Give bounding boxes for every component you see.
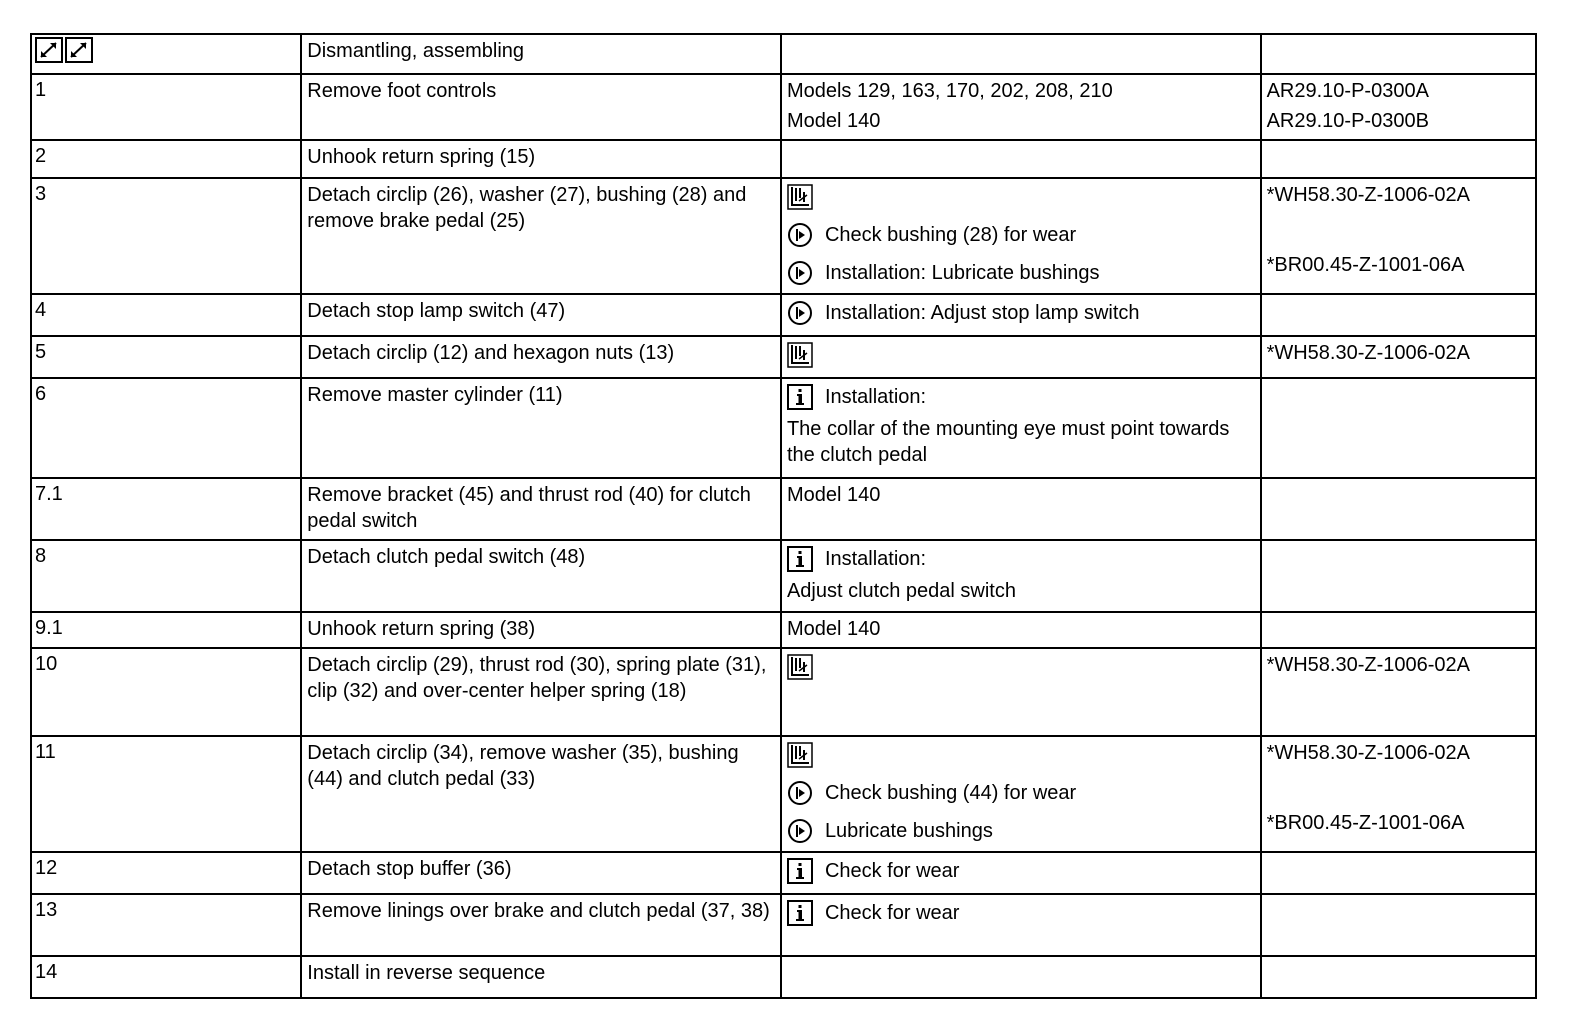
table-row bbox=[31, 736, 1536, 852]
step-action: Remove master cylinder (11) bbox=[301, 378, 781, 478]
info-icon bbox=[787, 858, 813, 884]
header-empty-cell bbox=[781, 34, 1261, 74]
step-action: Detach clutch pedal switch (48) bbox=[301, 540, 781, 612]
check-icon[interactable] bbox=[787, 260, 813, 286]
note-line bbox=[787, 652, 1255, 682]
reference-link[interactable]: AR29.10-P-0300A bbox=[1266, 80, 1429, 102]
step-number: 9.1 bbox=[31, 612, 301, 648]
step-notes bbox=[781, 294, 1261, 336]
step-number: 4 bbox=[31, 294, 301, 336]
step-notes bbox=[781, 648, 1261, 736]
step-action: Remove bracket (45) and thrust rod (40) for clutch pedal switch bbox=[301, 478, 781, 540]
step-references bbox=[1261, 294, 1536, 336]
step-notes bbox=[781, 140, 1261, 178]
header-row bbox=[31, 34, 1536, 74]
note-text: Check for wear bbox=[824, 860, 960, 882]
step-notes bbox=[781, 540, 1261, 612]
note-text: The collar of the mounting eye must point towards the clutch pedal bbox=[786, 418, 1230, 466]
table-row bbox=[31, 478, 1536, 540]
tool-icon[interactable] bbox=[787, 654, 813, 680]
step-number: 13 bbox=[31, 894, 301, 956]
step-number: 1 bbox=[31, 74, 301, 140]
step-references bbox=[1261, 894, 1536, 956]
note-text: Check bushing (44) for wear bbox=[824, 782, 1077, 804]
info-icon bbox=[787, 546, 813, 572]
note-text: Check bushing (28) for wear bbox=[824, 224, 1077, 246]
step-notes bbox=[781, 178, 1261, 294]
step-references bbox=[1261, 140, 1536, 178]
note-text: Installation: Adjust stop lamp switch bbox=[824, 302, 1140, 324]
table-row bbox=[31, 140, 1536, 178]
note-text: Adjust clutch pedal switch bbox=[786, 580, 1016, 602]
table-row bbox=[31, 612, 1536, 648]
note-line bbox=[787, 182, 1255, 212]
step-notes bbox=[781, 956, 1261, 998]
header-icons-cell bbox=[31, 34, 301, 74]
table-row bbox=[31, 74, 1536, 140]
reference-link[interactable]: *BR00.45-Z-1001-06A bbox=[1266, 812, 1465, 834]
step-references bbox=[1261, 336, 1536, 378]
step-references bbox=[1261, 378, 1536, 478]
reference-link[interactable]: *WH58.30-Z-1006-02A bbox=[1266, 342, 1471, 364]
tool-icon[interactable] bbox=[787, 342, 813, 368]
step-references bbox=[1261, 74, 1536, 140]
table-row bbox=[31, 956, 1536, 998]
step-references bbox=[1261, 178, 1536, 294]
note-line bbox=[787, 544, 1255, 574]
step-number: 6 bbox=[31, 378, 301, 478]
note-text: Installation: bbox=[824, 548, 927, 570]
step-notes bbox=[781, 478, 1261, 540]
procedure-table bbox=[30, 33, 1537, 999]
note-text: Model 140 bbox=[786, 484, 881, 506]
check-icon[interactable] bbox=[787, 300, 813, 326]
tool-icon[interactable] bbox=[787, 742, 813, 768]
step-notes bbox=[781, 894, 1261, 956]
step-action: Detach circlip (12) and hexagon nuts (13) bbox=[301, 336, 781, 378]
step-action: Detach stop buffer (36) bbox=[301, 852, 781, 894]
header-empty-cell bbox=[1261, 34, 1536, 74]
step-action: Install in reverse sequence bbox=[301, 956, 781, 998]
table-row bbox=[31, 894, 1536, 956]
info-icon bbox=[787, 900, 813, 926]
note-line bbox=[787, 898, 1255, 928]
note-line bbox=[787, 816, 1255, 846]
step-references bbox=[1261, 956, 1536, 998]
step-notes bbox=[781, 736, 1261, 852]
note-line bbox=[787, 740, 1255, 770]
step-number: 5 bbox=[31, 336, 301, 378]
step-notes bbox=[781, 336, 1261, 378]
note-text: Model 140 bbox=[786, 110, 881, 132]
reference-link[interactable]: AR29.10-P-0300B bbox=[1266, 110, 1429, 132]
table-row bbox=[31, 336, 1536, 378]
step-action: Remove foot controls bbox=[301, 74, 781, 140]
note-text: Installation: bbox=[824, 386, 927, 408]
step-number: 8 bbox=[31, 540, 301, 612]
reference-link[interactable]: *WH58.30-Z-1006-02A bbox=[1266, 184, 1471, 206]
reference-link[interactable]: *WH58.30-Z-1006-02A bbox=[1266, 742, 1471, 764]
step-action: Detach stop lamp switch (47) bbox=[301, 294, 781, 336]
table-row bbox=[31, 852, 1536, 894]
step-action: Remove linings over brake and clutch pedal (37, 38) bbox=[301, 894, 781, 956]
note-line bbox=[787, 298, 1255, 328]
step-references bbox=[1261, 852, 1536, 894]
check-icon[interactable] bbox=[787, 780, 813, 806]
note-text: Models 129, 163, 170, 202, 208, 210 bbox=[786, 80, 1113, 102]
step-number: 14 bbox=[31, 956, 301, 998]
note-line bbox=[787, 856, 1255, 886]
step-references bbox=[1261, 736, 1536, 852]
step-action: Detach circlip (34), remove washer (35), bushing (44) and clutch pedal (33) bbox=[301, 736, 781, 852]
step-notes bbox=[781, 74, 1261, 140]
note-line bbox=[787, 778, 1255, 808]
step-number: 12 bbox=[31, 852, 301, 894]
note-text: Lubricate bushings bbox=[824, 820, 993, 842]
step-action: Detach circlip (26), washer (27), bushing (28) and remove brake pedal (25) bbox=[301, 178, 781, 294]
note-text: Check for wear bbox=[824, 902, 960, 924]
step-number: 10 bbox=[31, 648, 301, 736]
table-row bbox=[31, 178, 1536, 294]
step-references bbox=[1261, 612, 1536, 648]
header-title: Dismantling, assembling bbox=[301, 34, 781, 74]
check-icon[interactable] bbox=[787, 222, 813, 248]
step-notes bbox=[781, 612, 1261, 648]
reference-link[interactable]: *WH58.30-Z-1006-02A bbox=[1266, 654, 1471, 676]
step-references bbox=[1261, 478, 1536, 540]
check-icon[interactable] bbox=[787, 818, 813, 844]
reference-link[interactable]: *BR00.45-Z-1001-06A bbox=[1266, 254, 1465, 276]
tool-icon[interactable] bbox=[787, 184, 813, 210]
note-line bbox=[787, 382, 1255, 412]
table-row bbox=[31, 540, 1536, 612]
note-text: Model 140 bbox=[786, 618, 881, 640]
step-references bbox=[1261, 648, 1536, 736]
step-notes bbox=[781, 378, 1261, 478]
info-icon bbox=[787, 384, 813, 410]
step-number: 2 bbox=[31, 140, 301, 178]
step-notes bbox=[781, 852, 1261, 894]
table-row bbox=[31, 294, 1536, 336]
note-line bbox=[787, 340, 1255, 370]
table-row bbox=[31, 378, 1536, 478]
note-line bbox=[787, 258, 1255, 288]
step-number: 7.1 bbox=[31, 478, 301, 540]
step-number: 3 bbox=[31, 178, 301, 294]
step-action: Detach circlip (29), thrust rod (30), spring plate (31), clip (32) and over-center helper spring (18) bbox=[301, 648, 781, 736]
note-text: Installation: Lubricate bushings bbox=[824, 262, 1100, 284]
step-number: 11 bbox=[31, 736, 301, 852]
table-row bbox=[31, 648, 1536, 736]
collapse-icon[interactable] bbox=[65, 37, 93, 63]
step-action: Unhook return spring (38) bbox=[301, 612, 781, 648]
step-action: Unhook return spring (15) bbox=[301, 140, 781, 178]
note-line bbox=[787, 220, 1255, 250]
step-references bbox=[1261, 540, 1536, 612]
expand-icon[interactable] bbox=[35, 37, 63, 63]
